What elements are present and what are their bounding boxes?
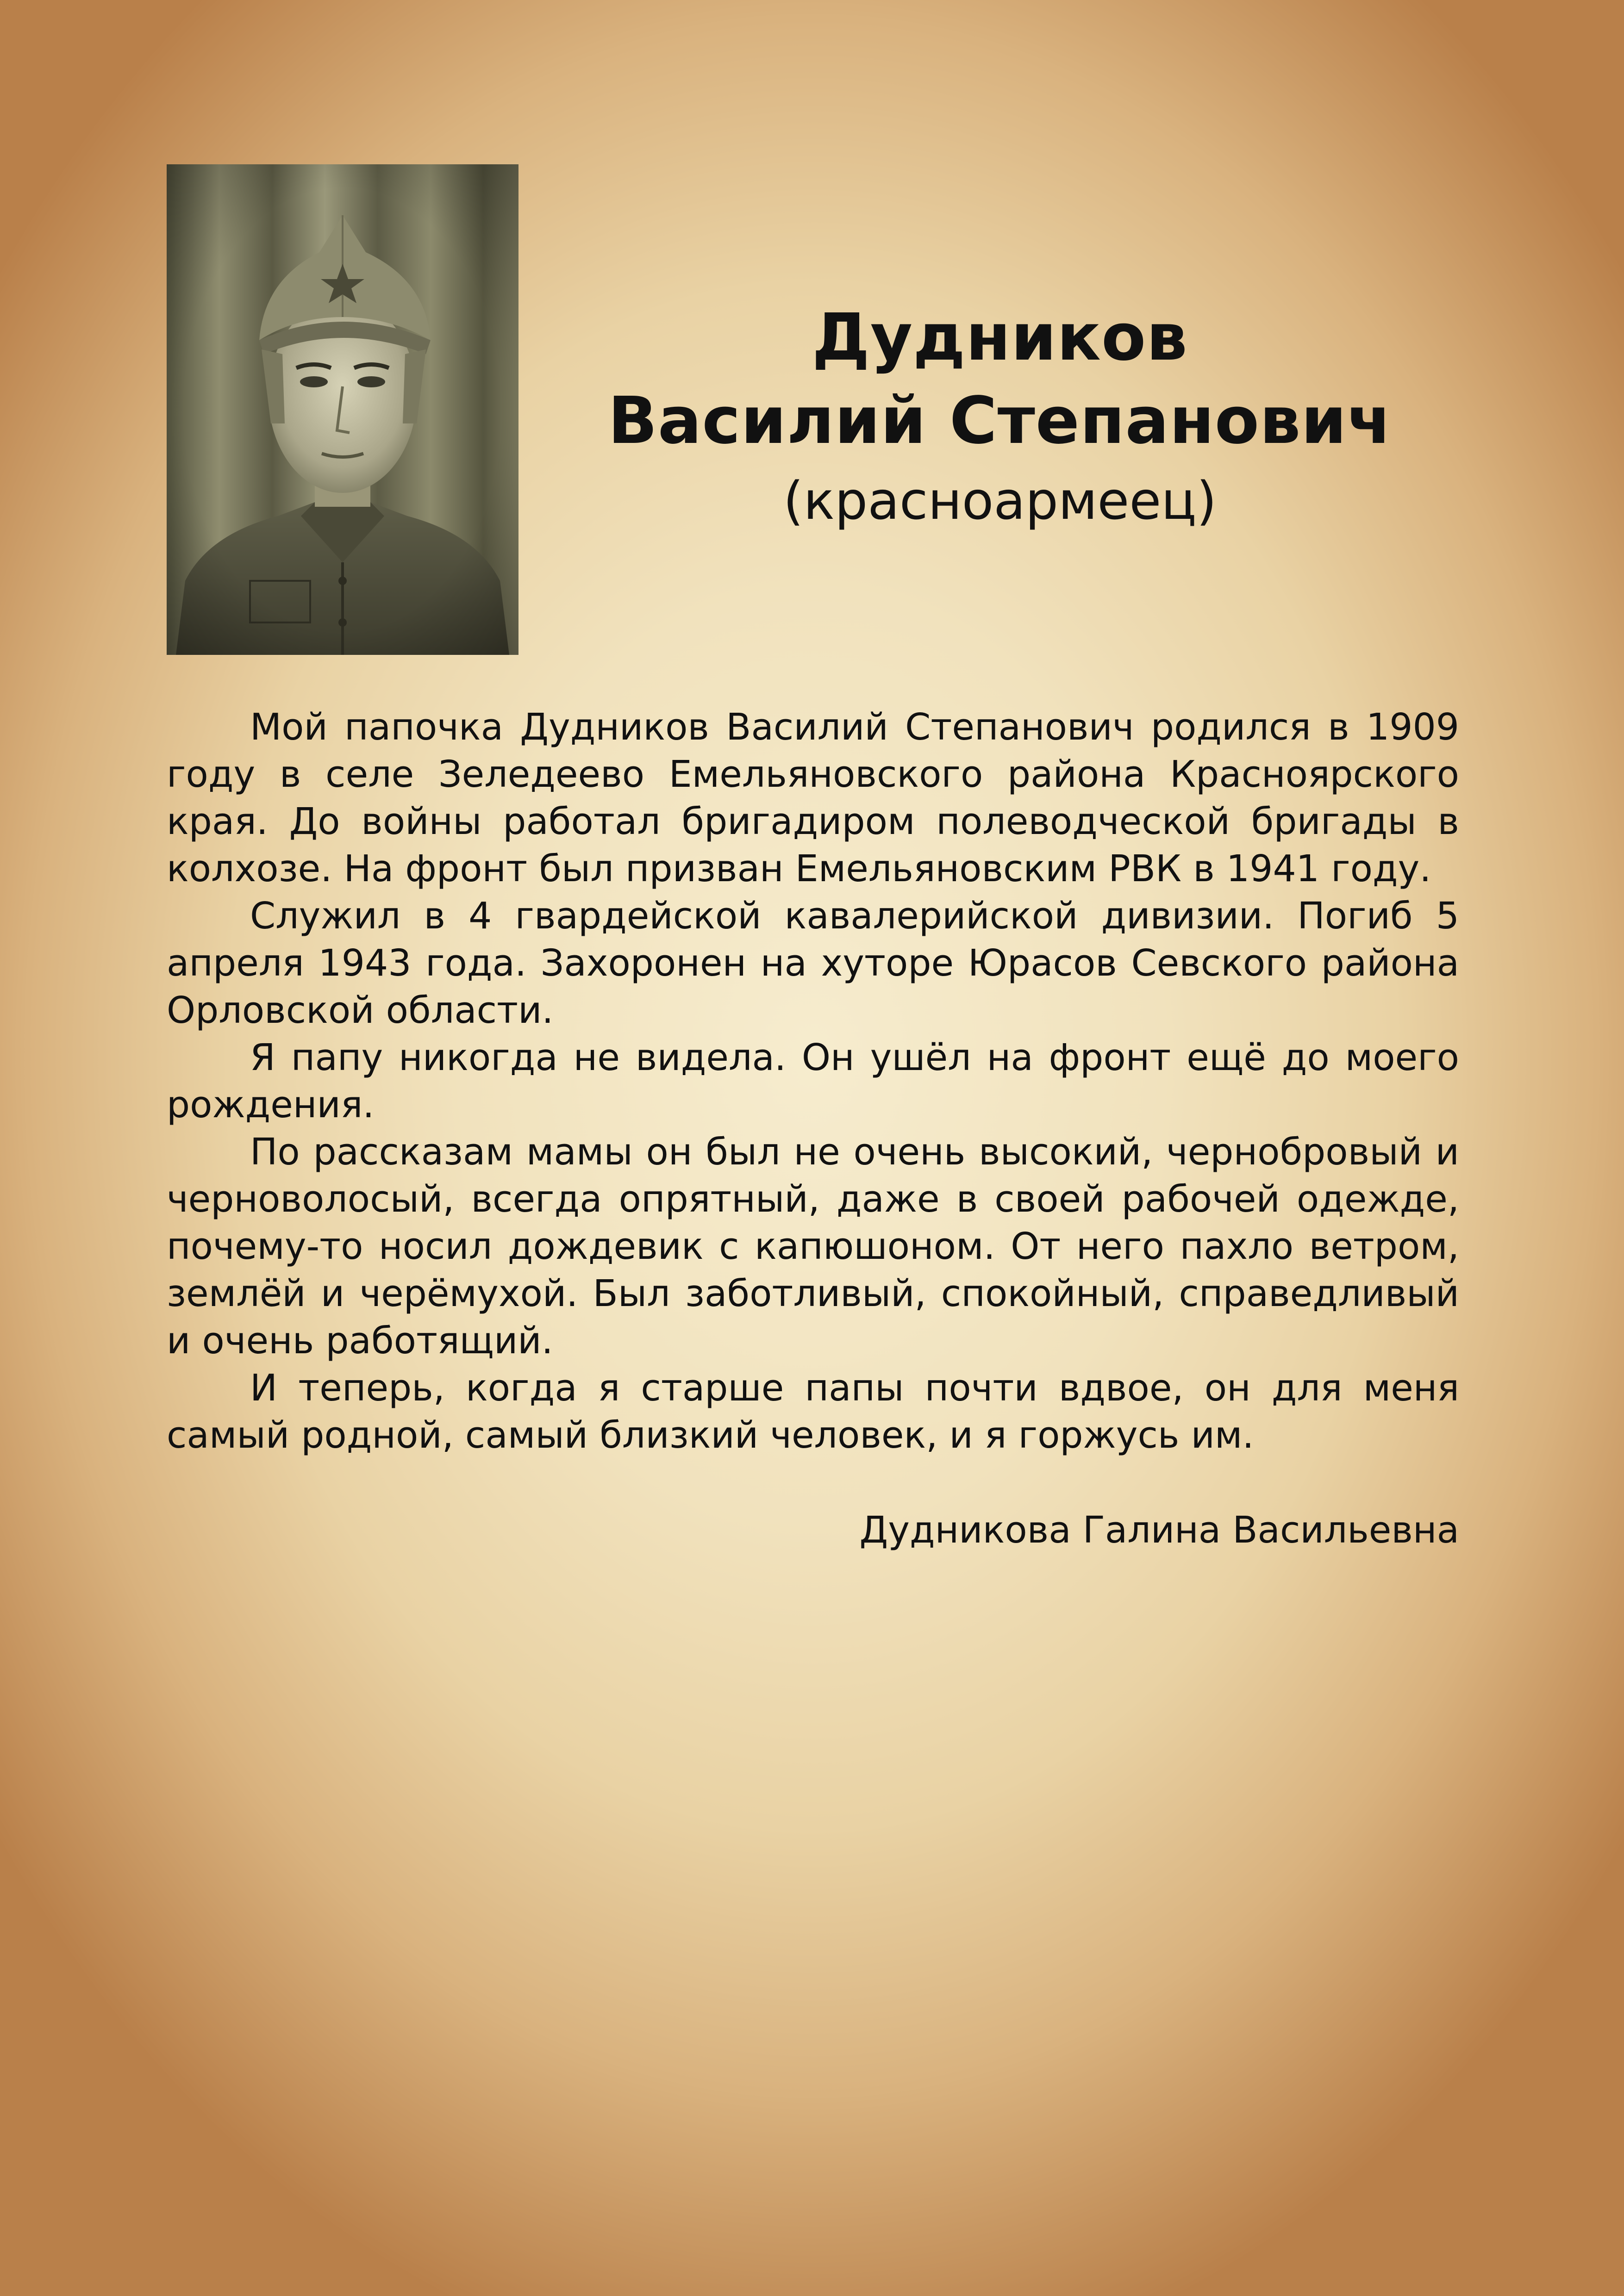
memoir-paragraph: И теперь, когда я старше папы почти вдвое, он для меня самый родной, самый близкий человек, и я горжусь им. xyxy=(167,1367,1459,1456)
author-signature: Дудникова Галина Васильевна xyxy=(859,1509,1459,1551)
memoir-paragraph: Служил в 4 гвардейской кавалерийской дивизии. Погиб 5 апреля 1943 года. Захоронен на хуторе Юрасов Севского района Орловской области. xyxy=(167,895,1459,1032)
title-block xyxy=(537,296,1463,536)
person-surname: Дудников xyxy=(812,300,1188,375)
portrait-photo xyxy=(167,164,518,655)
person-rank: (красноармеец) xyxy=(783,471,1217,531)
memoir-paragraph: Мой папочка Дудников Василий Степанович родился в 1909 году в селе Зеледеево Емельяновского района Красноярского края. До войны работал бригадиром полеводческой бригады в колхозе. На фронт был призван Емельяновским РВК в 1941 году. xyxy=(167,706,1459,890)
memoir-paragraph: По рассказам мамы он был не очень высокий, чернобровый и черноволосый, всегда опрятный, даже в своей рабочей одежде, почему-то носил дождевик с капюшоном. От него пахло ветром, землёй и черёмухой. Был заботливый, спокойный, справедливый и очень работящий. xyxy=(167,1131,1459,1362)
memoir-paragraph: Я папу никогда не видела. Он ушёл на фронт ещё до моего рождения. xyxy=(167,1036,1459,1126)
person-given-names: Василий Степанович xyxy=(608,383,1392,459)
portrait-photo-icon xyxy=(167,164,518,655)
memoir-text xyxy=(167,703,1459,1459)
